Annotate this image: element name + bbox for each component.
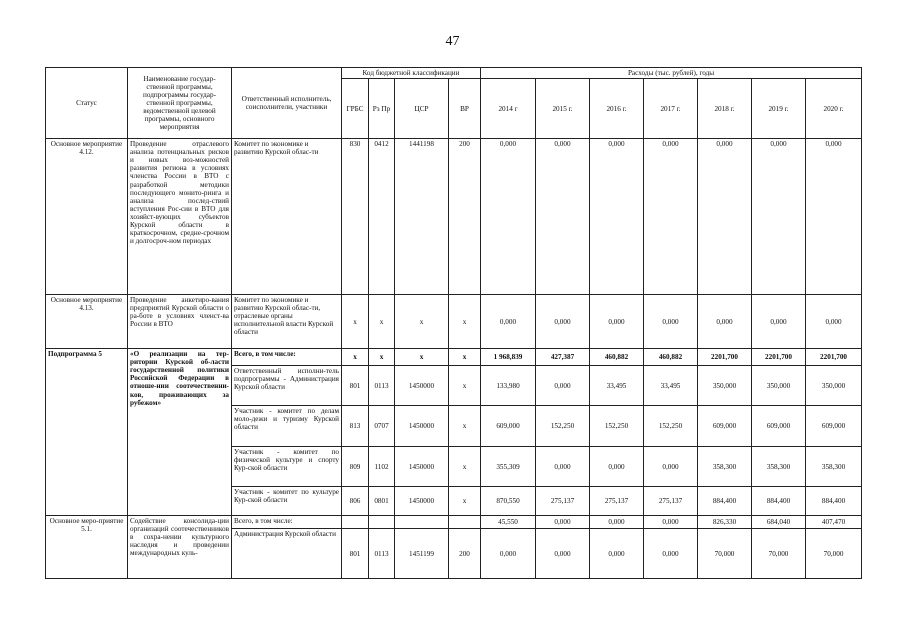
- row-status: Основное мероприятие 4.13.: [46, 295, 128, 349]
- cell-value: 358,300: [806, 447, 862, 487]
- cell-value: 350,000: [806, 366, 862, 406]
- cell-value: 0,000: [536, 366, 590, 406]
- header-year: 2015 г.: [536, 79, 590, 139]
- header-year: 2014 г: [481, 79, 536, 139]
- row-status: Основное мероприятие 4.12.: [46, 139, 128, 295]
- cell-vr: х: [449, 406, 481, 447]
- cell-csr: 1450000: [395, 366, 449, 406]
- cell-value: 0,000: [536, 529, 590, 579]
- cell-vr: 200: [449, 529, 481, 579]
- event-status: Основное меро-приятие 5.1.: [46, 516, 128, 579]
- cell-vr: х: [449, 295, 481, 349]
- cell-value: 0,000: [481, 529, 536, 579]
- cell-vr: х: [449, 487, 481, 516]
- cell-value: 33,495: [590, 366, 644, 406]
- cell-value: 0,000: [644, 529, 698, 579]
- cell-value: 609,000: [806, 406, 862, 447]
- cell-value: 1 968,839: [481, 349, 536, 366]
- table-row: [46, 349, 862, 366]
- header-rzpr: Рз Пр: [369, 79, 395, 139]
- header-grbs: ГРБС: [342, 79, 369, 139]
- header-name: Наименование государ-ственной программы, подпрограммы государ-ственной программы, ведомственной целевой программы, основного мероприятия: [128, 68, 232, 139]
- cell-value: 275,137: [536, 487, 590, 516]
- cell-vr: [449, 516, 481, 529]
- row-responsible: Всего, в том числе:: [232, 516, 342, 529]
- row-responsible: Участник - комитет по физической культуре и спорту Кур-ской области: [232, 447, 342, 487]
- cell-value: 0,000: [644, 516, 698, 529]
- cell-value: 0,000: [698, 139, 752, 295]
- header-year: 2016 г.: [590, 79, 644, 139]
- cell-value: 0,000: [698, 295, 752, 349]
- cell-value: 460,882: [644, 349, 698, 366]
- cell-value: 358,300: [752, 447, 806, 487]
- cell-value: 609,000: [698, 406, 752, 447]
- header-expenses: Расходы (тыс. рублей), годы: [481, 68, 862, 79]
- cell-value: 609,000: [752, 406, 806, 447]
- row-responsible: Ответственный исполни-тель подпрограммы - Администрация Курской области: [232, 366, 342, 406]
- cell-rzpr: х: [369, 295, 395, 349]
- cell-vr: х: [449, 366, 481, 406]
- cell-value: 609,000: [481, 406, 536, 447]
- budget-table: [45, 67, 862, 579]
- table-row: [46, 516, 862, 529]
- cell-value: 0,000: [752, 295, 806, 349]
- row-responsible: Комитет по экономике и развитию Курской облас-ти, отраслевые органы исполнительной власти Курской области: [232, 295, 342, 349]
- cell-value: 70,000: [698, 529, 752, 579]
- cell-grbs: х: [342, 349, 369, 366]
- cell-value: 350,000: [752, 366, 806, 406]
- subprogram-name: «О реализации на тер-ритории Курской об-ласти государственной политики Российской Федерации в отноше-нии соотечественни-ков, проживающих за рубежом»: [128, 349, 232, 516]
- header-budget-code: Код бюджетной классификации: [342, 68, 481, 79]
- header-year: 2019 г.: [752, 79, 806, 139]
- cell-csr: 1450000: [395, 487, 449, 516]
- cell-csr: х: [395, 349, 449, 366]
- cell-value: 684,040: [752, 516, 806, 529]
- cell-value: 870,550: [481, 487, 536, 516]
- cell-rzpr: 0412: [369, 139, 395, 295]
- header-status: Статус: [46, 68, 128, 139]
- cell-value: 0,000: [644, 139, 698, 295]
- cell-value: 350,000: [698, 366, 752, 406]
- header-responsible: Ответственный исполнитель, соисполнители, участники: [232, 68, 342, 139]
- cell-value: 0,000: [536, 295, 590, 349]
- header-year: 2020 г.: [806, 79, 862, 139]
- cell-value: 0,000: [590, 295, 644, 349]
- event-name: Содействие консолида-ции организаций соотечественников в сохра-нении культурного наследия и проведении международных куль-: [128, 516, 232, 579]
- cell-value: 355,309: [481, 447, 536, 487]
- cell-value: 826,330: [698, 516, 752, 529]
- cell-grbs: [342, 516, 369, 529]
- cell-value: 0,000: [644, 295, 698, 349]
- cell-value: 70,000: [752, 529, 806, 579]
- cell-value: 2201,700: [752, 349, 806, 366]
- header-csr: ЦСР: [395, 79, 449, 139]
- cell-value: 0,000: [806, 295, 862, 349]
- cell-value: 0,000: [644, 447, 698, 487]
- cell-value: 45,550: [481, 516, 536, 529]
- cell-value: 0,000: [590, 447, 644, 487]
- cell-csr: [395, 516, 449, 529]
- row-responsible: Комитет по экономике и развитию Курской облас-ти: [232, 139, 342, 295]
- cell-csr: 1451199: [395, 529, 449, 579]
- cell-value: 275,137: [644, 487, 698, 516]
- cell-value: 152,250: [536, 406, 590, 447]
- cell-rzpr: 1102: [369, 447, 395, 487]
- header-year: 2017 г.: [644, 79, 698, 139]
- cell-grbs: 809: [342, 447, 369, 487]
- cell-vr: х: [449, 349, 481, 366]
- table-row: [46, 139, 862, 295]
- cell-value: 70,000: [806, 529, 862, 579]
- cell-grbs: 830: [342, 139, 369, 295]
- cell-value: 0,000: [536, 516, 590, 529]
- row-responsible: Участник - комитет по культуре Кур-ской области: [232, 487, 342, 516]
- cell-value: 133,980: [481, 366, 536, 406]
- cell-value: 152,250: [644, 406, 698, 447]
- subprogram-status: Подпрограмма 5: [46, 349, 128, 516]
- row-name: Проведение анкетиро-вания предприятий Курской области о ра-боте в условиях членст-ва России в ВТО: [128, 295, 232, 349]
- cell-value: 0,000: [590, 516, 644, 529]
- cell-value: 358,300: [698, 447, 752, 487]
- cell-value: 427,387: [536, 349, 590, 366]
- header-vr: ВР: [449, 79, 481, 139]
- row-responsible: Администрация Курской области: [232, 529, 342, 579]
- cell-rzpr: 0707: [369, 406, 395, 447]
- row-responsible: Всего, в том числе:: [232, 349, 342, 366]
- cell-value: 33,495: [644, 366, 698, 406]
- cell-grbs: 806: [342, 487, 369, 516]
- cell-csr: 1441198: [395, 139, 449, 295]
- cell-csr: 1450000: [395, 406, 449, 447]
- cell-value: 275,137: [590, 487, 644, 516]
- page-number: 47: [445, 34, 460, 49]
- cell-rzpr: [369, 516, 395, 529]
- cell-value: 884,400: [806, 487, 862, 516]
- header-year: 2018 г.: [698, 79, 752, 139]
- table-row: [46, 295, 862, 349]
- cell-value: 0,000: [481, 139, 536, 295]
- cell-value: 152,250: [590, 406, 644, 447]
- cell-grbs: 813: [342, 406, 369, 447]
- cell-value: 0,000: [752, 139, 806, 295]
- cell-csr: 1450000: [395, 447, 449, 487]
- cell-value: 0,000: [481, 295, 536, 349]
- cell-value: 0,000: [536, 447, 590, 487]
- cell-vr: х: [449, 447, 481, 487]
- cell-value: 884,400: [698, 487, 752, 516]
- cell-value: 0,000: [806, 139, 862, 295]
- cell-value: 884,400: [752, 487, 806, 516]
- cell-value: 0,000: [536, 139, 590, 295]
- cell-value: 407,470: [806, 516, 862, 529]
- cell-vr: 200: [449, 139, 481, 295]
- cell-value: 0,000: [590, 529, 644, 579]
- cell-rzpr: х: [369, 349, 395, 366]
- cell-grbs: 801: [342, 529, 369, 579]
- cell-rzpr: 0801: [369, 487, 395, 516]
- cell-value: 2201,700: [806, 349, 862, 366]
- row-name: Проведение отраслевого анализа потенциальных рисков и новых воз-можностей развития региона в условиях членства России в ВТО с разработкой методики последующего монито-ринга и анализа послед-ствий вступления Рос-сии в ВТО для хозяйст-вующих субъектов Курской области в краткосрочном, средне-срочном и долгосроч-ном периодах: [128, 139, 232, 295]
- cell-value: 2201,700: [698, 349, 752, 366]
- cell-value: 0,000: [590, 139, 644, 295]
- cell-rzpr: 0113: [369, 366, 395, 406]
- cell-grbs: х: [342, 295, 369, 349]
- row-responsible: Участник - комитет по делам моло-дежи и туризму Курской области: [232, 406, 342, 447]
- cell-grbs: 801: [342, 366, 369, 406]
- cell-rzpr: 0113: [369, 529, 395, 579]
- cell-value: 460,882: [590, 349, 644, 366]
- cell-csr: х: [395, 295, 449, 349]
